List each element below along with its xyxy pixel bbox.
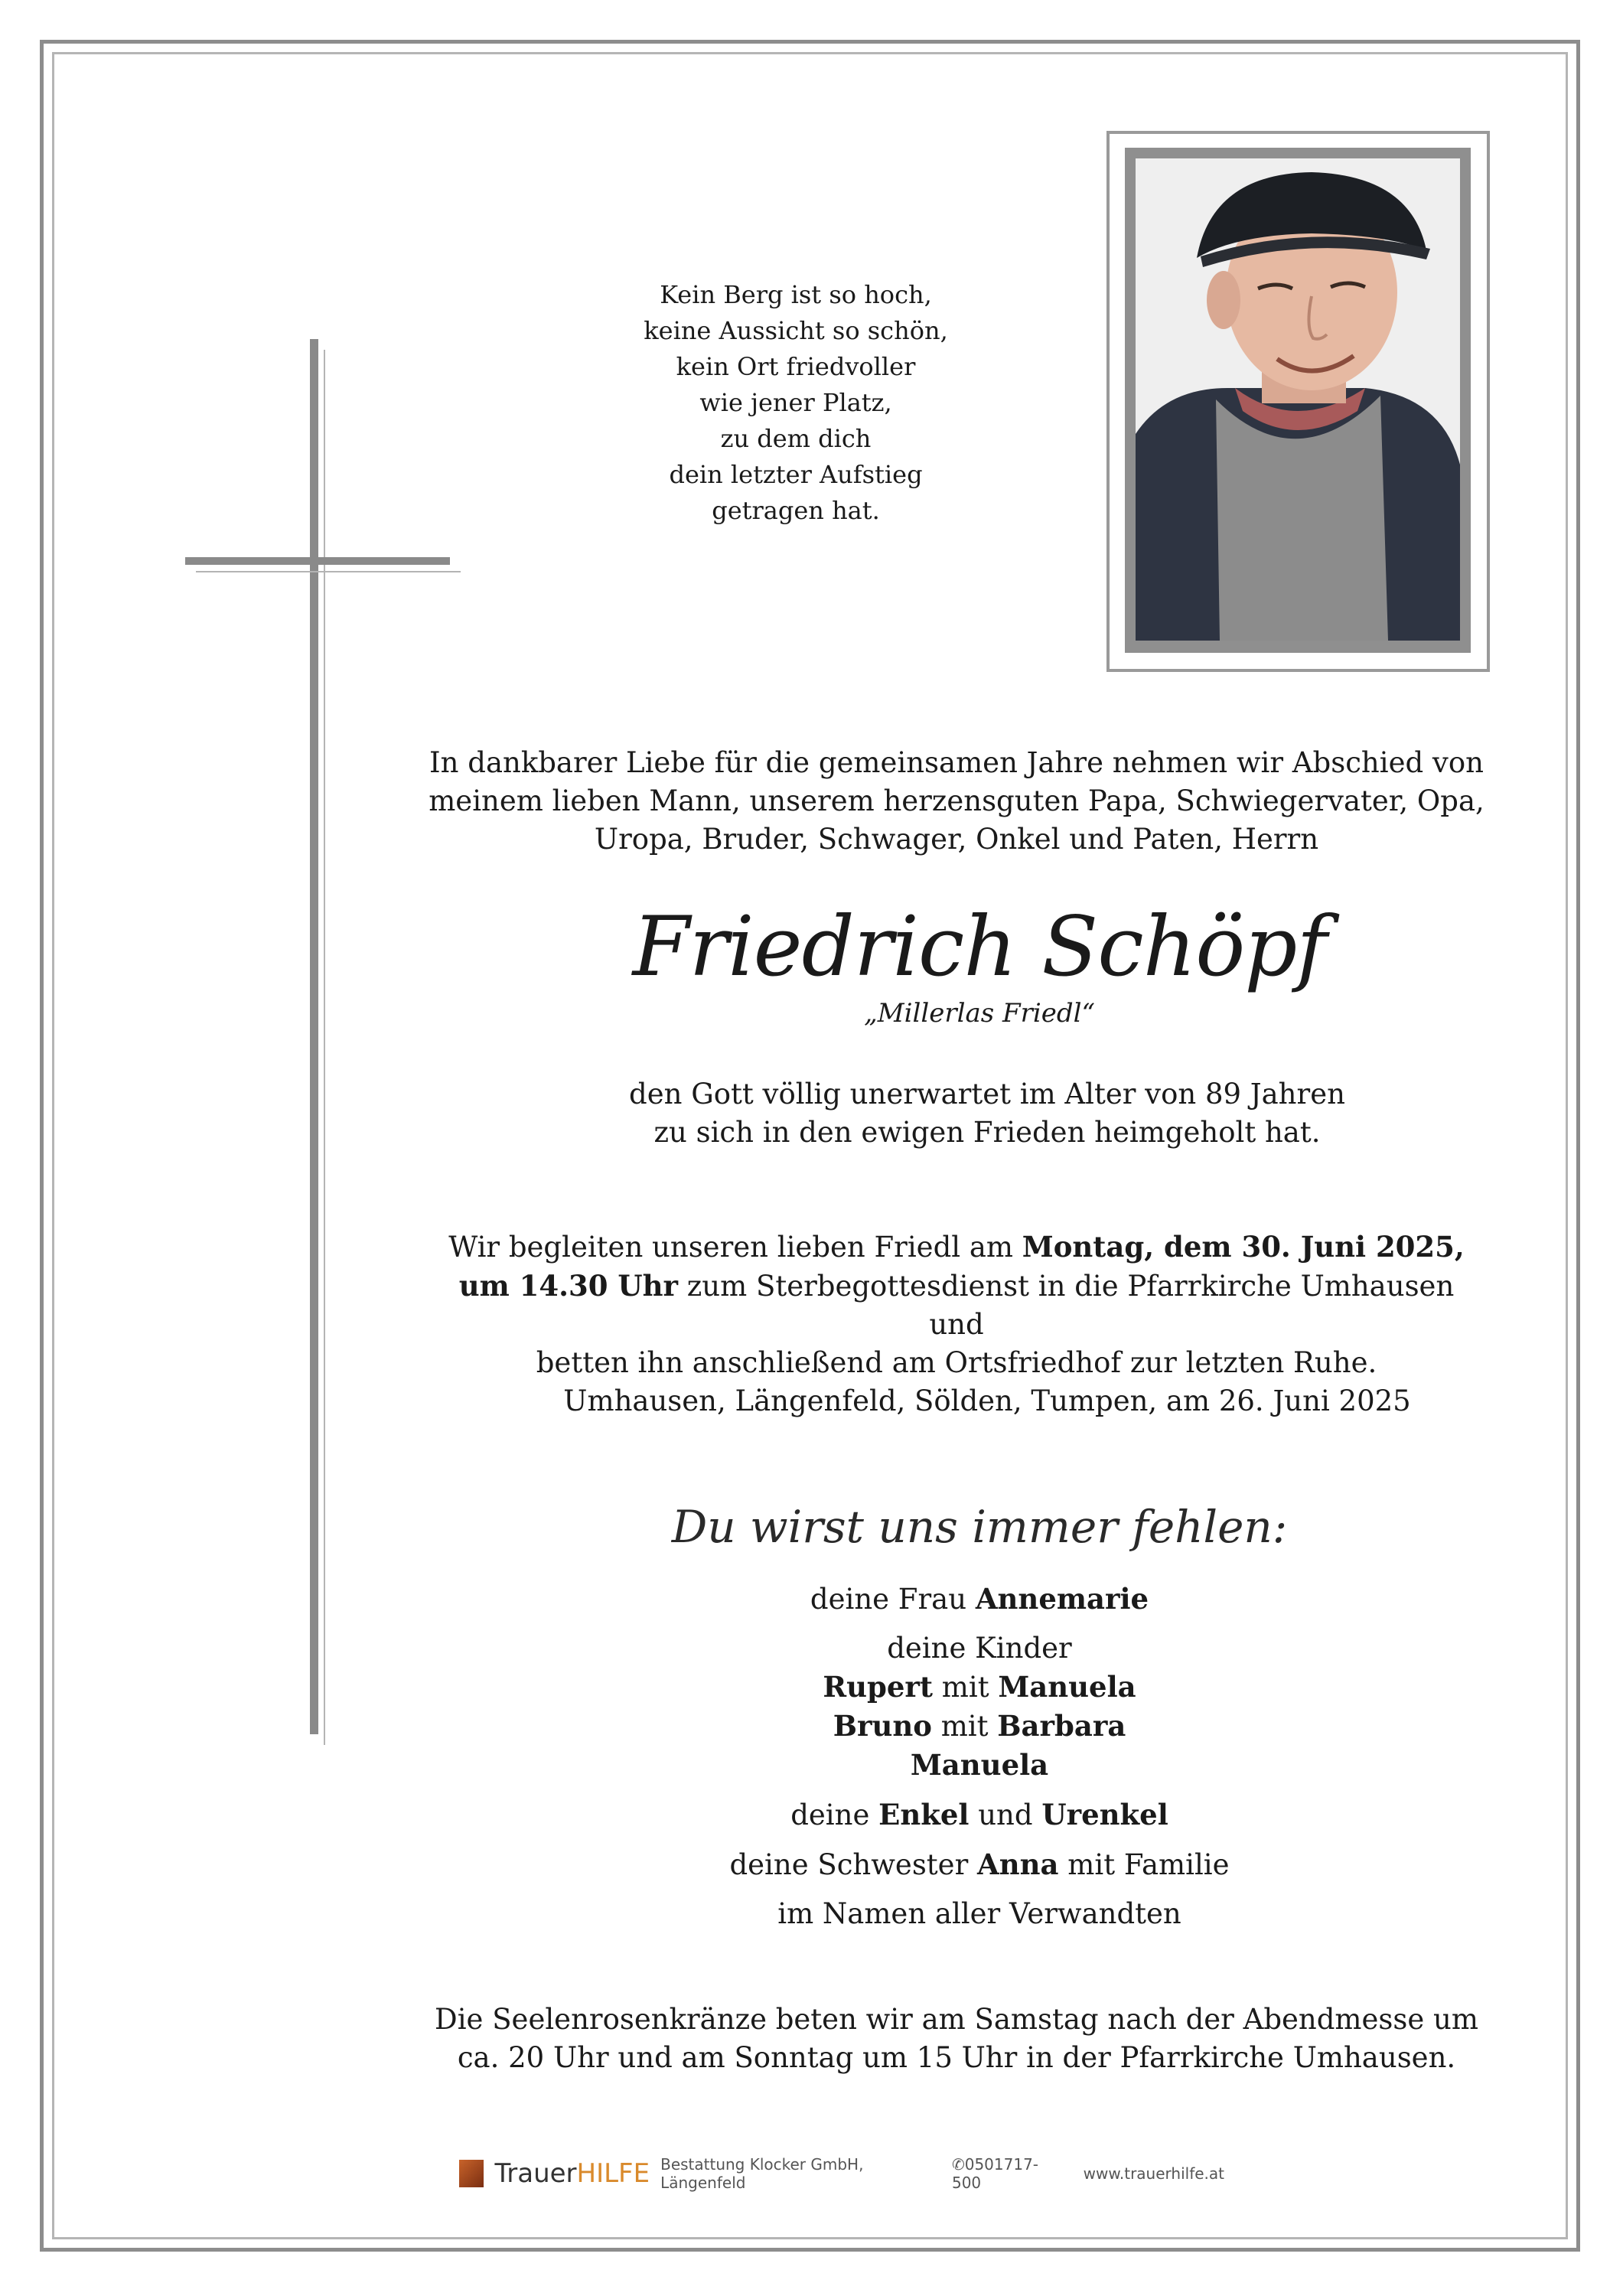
intro-text (429, 744, 1484, 859)
poem-line: getragen hat. (712, 496, 880, 525)
passing-line: den Gott völlig unerwartet im Alter von 89 Jahren (629, 1078, 1345, 1110)
poem-line: keine Aussicht so schön, (644, 316, 948, 345)
intro-line: meinem lieben Mann, unserem herzensguten Papa, Schwiegervater, Opa, (429, 784, 1484, 817)
intro-line: In dankbarer Liebe für die gemeinsamen Jahre nehmen wir Abschied von (429, 746, 1484, 779)
trauerhilfe-logo: TrauerHILFE (494, 2158, 650, 2189)
mourner-sister: deine Schwester Anna mit Familie (729, 1848, 1230, 1881)
mourner-child: Manuela (910, 1748, 1049, 1782)
miss-heading: Du wirst uns immer fehlen: (671, 1501, 1288, 1553)
funeral-details (429, 1228, 1484, 1382)
cross-vertical-bar (310, 339, 318, 1734)
funeral-date: Montag, dem 30. Juni 2025, (1022, 1230, 1465, 1264)
funeral-line: betten ihn anschließend am Ortsfriedhof zur letzten Ruhe. (536, 1346, 1377, 1379)
rosary-line: ca. 20 Uhr und am Sonntag um 15 Uhr in der Pfarrkirche Umhausen. (457, 2041, 1456, 2074)
portrait-illustration (1136, 158, 1460, 641)
mourner-child: Rupert mit Manuela (823, 1670, 1136, 1704)
footer-website[interactable]: www.trauerhilfe.at (1083, 2164, 1224, 2183)
deceased-name: Friedrich Schöpf (632, 899, 1327, 995)
cross-horizontal-shadow (196, 571, 461, 572)
mourner-child: Bruno mit Barbara (833, 1709, 1126, 1743)
portrait-photo (1136, 158, 1460, 641)
poem-line: dein letzter Aufstieg (669, 460, 923, 489)
rosary-line: Die Seelenrosenkränze beten wir am Samstag nach der Abendmesse um (435, 2003, 1478, 2036)
intro-line: Uropa, Bruder, Schwager, Onkel und Paten, Herrn (594, 823, 1319, 856)
poem-line: Kein Berg ist so hoch, (660, 280, 932, 309)
cross-horizontal-bar (185, 557, 450, 565)
footer-company: Bestattung Klocker GmbH, Längenfeld (660, 2155, 864, 2192)
mourners-list (582, 1580, 1377, 1933)
funeral-line: um 14.30 Uhr zum Sterbegottesdienst in die Pfarrkirche Umhausen und (458, 1269, 1455, 1341)
footer-phone: ✆0501717-500 (951, 2155, 1039, 2192)
mourner-grandchildren: deine Enkel und Urenkel (790, 1798, 1168, 1831)
mourner-children-label: deine Kinder (887, 1632, 1072, 1665)
passing-text (505, 1075, 1469, 1152)
trauerhilfe-logo-icon (459, 2160, 484, 2187)
poem-line: wie jener Platz, (699, 388, 892, 417)
poem-line: kein Ort friedvoller (676, 352, 916, 381)
poem (536, 277, 1056, 529)
deceased-nickname: „Millerlas Friedl“ (864, 998, 1095, 1029)
footer (459, 2157, 1224, 2190)
funeral-line: Wir begleiten unseren lieben Friedl am Montag, dem 30. Juni 2025, (448, 1230, 1465, 1264)
poem-line: zu dem dich (720, 424, 872, 453)
funeral-time: um 14.30 Uhr (458, 1269, 679, 1303)
rosary-info (429, 2001, 1484, 2077)
passing-line: zu sich in den ewigen Frieden heimgeholt hat. (653, 1116, 1321, 1149)
mourner-relatives: im Namen aller Verwandten (777, 1897, 1181, 1930)
mourner-wife: deine Frau Annemarie (810, 1582, 1149, 1616)
place-and-date: Umhausen, Längenfeld, Sölden, Tumpen, am 26. Juni 2025 (563, 1384, 1411, 1417)
